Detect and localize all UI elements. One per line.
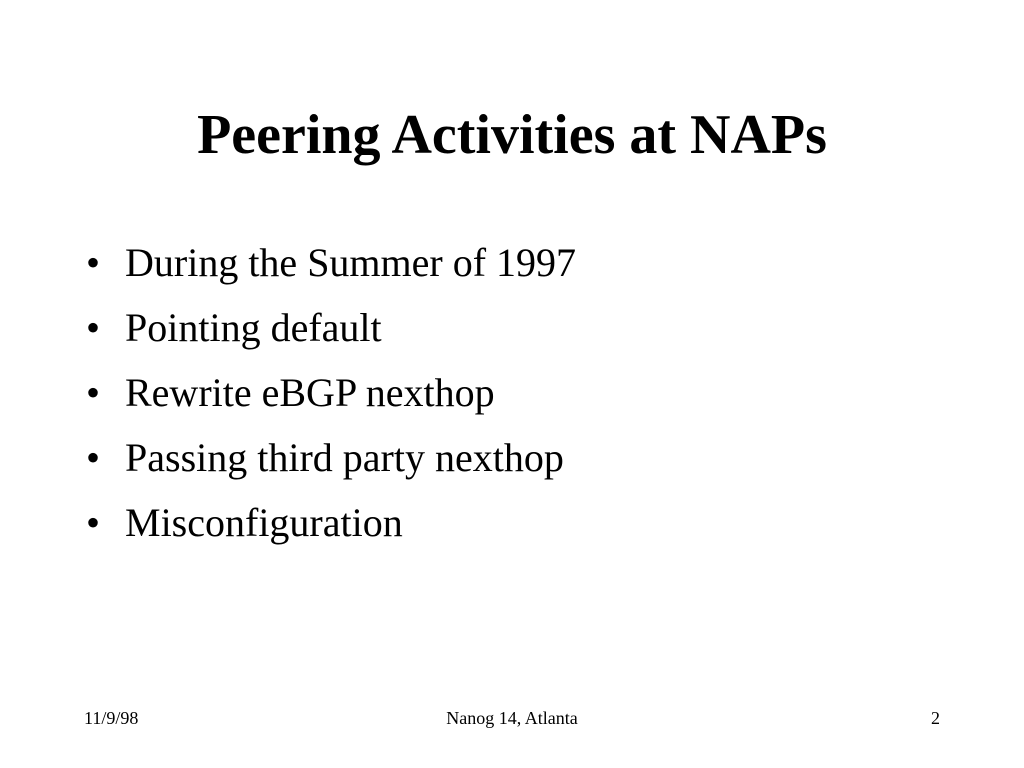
bullet-item xyxy=(82,360,576,425)
bullet-text: Rewrite eBGP nexthop xyxy=(125,370,495,415)
footer-event: Nanog 14, Atlanta xyxy=(446,708,578,728)
slide-number: 2 xyxy=(931,708,940,728)
bullet-list xyxy=(82,230,576,555)
bullet-text: During the Summer of 1997 xyxy=(125,240,577,285)
bullet-item xyxy=(82,230,576,295)
bullet-item xyxy=(82,295,576,360)
bullet-item xyxy=(82,425,576,490)
bullet-icon: • xyxy=(86,435,101,480)
bullet-icon: • xyxy=(86,500,101,545)
bullet-item xyxy=(82,490,576,555)
footer-date: 11/9/98 xyxy=(84,708,139,728)
bullet-text: Pointing default xyxy=(125,305,382,350)
bullet-text: Misconfiguration xyxy=(125,500,403,545)
bullet-icon: • xyxy=(86,305,101,350)
bullet-icon: • xyxy=(86,370,101,415)
bullet-text: Passing third party nexthop xyxy=(125,435,564,480)
bullet-icon: • xyxy=(86,240,101,285)
slide-title: Peering Activities at NAPs xyxy=(197,104,827,166)
